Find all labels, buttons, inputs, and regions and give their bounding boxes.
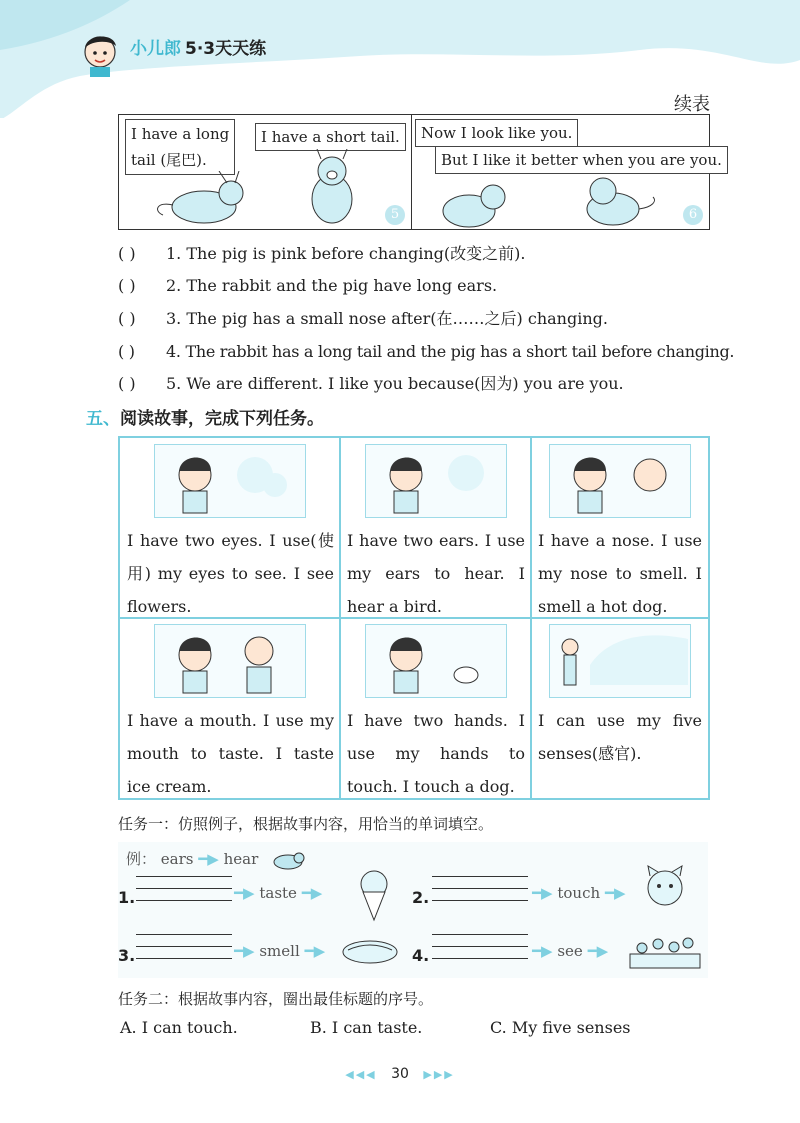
- verb-row: [532, 884, 626, 902]
- story-cell: [530, 437, 709, 619]
- item-number: 3.: [118, 946, 136, 965]
- panel-number: 6: [683, 205, 703, 225]
- question-text: 4. The rabbit has a long tail and the pig has a short tail before changing.: [166, 342, 735, 361]
- answer-paren[interactable]: ( ): [118, 342, 135, 361]
- item-number: 4.: [412, 946, 430, 965]
- rabbit-pig-illustration: [149, 171, 249, 227]
- girl-hands-picture: [365, 624, 507, 698]
- right-marks: ▶▶▶: [423, 1068, 455, 1081]
- arrow-icon: ━▶: [532, 942, 553, 960]
- option-b[interactable]: B. I can taste.: [310, 1018, 423, 1037]
- option-a[interactable]: A. I can touch.: [120, 1018, 238, 1037]
- question-text: 3. The pig has a small nose after(在……之后) changing.: [166, 309, 608, 328]
- girl-eyes-picture: [154, 444, 306, 518]
- answer-paren[interactable]: ( ): [118, 276, 136, 295]
- answer-blank[interactable]: [432, 876, 528, 877]
- verb-row: [532, 942, 608, 960]
- story-grid: [118, 436, 710, 800]
- speech-bubble-rabbit: [125, 119, 235, 175]
- task1-title: 任务一：仿照例子，根据故事内容，用恰当的单词填空。: [118, 815, 494, 833]
- answer-paren[interactable]: ( ): [118, 244, 136, 263]
- girl-mouth-picture: [154, 624, 306, 698]
- example-to: hear: [223, 850, 259, 868]
- page-number: 30: [391, 1066, 409, 1082]
- bubble-line: I have a long: [131, 125, 230, 143]
- brand-series: 5·3天天练: [185, 39, 267, 59]
- answer-blank[interactable]: [136, 888, 232, 889]
- flowers-icon: [628, 934, 702, 970]
- task1-fill-area: [118, 842, 708, 978]
- answer-blank[interactable]: [136, 876, 232, 877]
- girls-nature-picture: [549, 624, 691, 698]
- item-number: 1.: [118, 888, 136, 907]
- question-row: [118, 276, 497, 296]
- story-text: I have two hands. I use my hands to touch. I touch a dog.: [347, 711, 525, 796]
- continued-label: 续表: [674, 94, 710, 115]
- arrow-icon: ━▶: [301, 884, 323, 902]
- answer-blank[interactable]: [432, 888, 528, 889]
- story-cell: [119, 437, 341, 619]
- story-text: I have a mouth. I use my mouth to taste. I taste ice cream.: [127, 711, 334, 796]
- question-text: 2. The rabbit and the pig have long ears.: [166, 276, 498, 295]
- option-c[interactable]: C. My five senses: [490, 1018, 631, 1037]
- section-heading: 阅读故事，完成下列任务。: [120, 409, 324, 429]
- hot-dog-icon: [340, 936, 400, 966]
- answer-paren[interactable]: ( ): [118, 309, 136, 328]
- comic-panel-5: [119, 115, 412, 229]
- arrow-icon: ━▶: [532, 884, 553, 902]
- answer-blank[interactable]: [432, 946, 528, 947]
- verb-row: [234, 942, 325, 960]
- arrow-icon: ━▶: [234, 942, 255, 960]
- verb: smell: [259, 942, 300, 960]
- left-marks: ◀◀◀: [345, 1068, 377, 1081]
- answer-blank[interactable]: [432, 958, 528, 959]
- story-text: I have two ears. I use my ears to hear. I hear a bird.: [347, 531, 525, 616]
- question-row: [118, 342, 734, 362]
- arrow-icon: ━▶: [587, 942, 609, 960]
- page-footer: [0, 1066, 800, 1082]
- arrow-icon: ━▶: [198, 850, 219, 868]
- speech-bubble-rabbit: But I like it better when you are you.: [435, 146, 728, 174]
- story-cell: [530, 617, 709, 799]
- mascot-logo: [78, 30, 122, 78]
- speech-bubble-pig: I have a short tail.: [255, 123, 406, 151]
- rabbit-illustration: [573, 171, 663, 229]
- story-cell: [339, 617, 532, 799]
- answer-blank[interactable]: [136, 946, 232, 947]
- arrow-icon: ━▶: [234, 884, 255, 902]
- answer-blank[interactable]: [432, 900, 528, 901]
- answer-blank[interactable]: [136, 900, 232, 901]
- section-title: [86, 404, 324, 429]
- dog-icon: [640, 864, 690, 914]
- bubble-line: tail (尾巴).: [131, 151, 207, 169]
- comic-panel-6: [413, 115, 722, 229]
- verb-row: [234, 884, 322, 902]
- task2-title: 任务二：根据故事内容，圈出最佳标题的序号。: [118, 990, 434, 1008]
- arrow-icon: ━▶: [604, 884, 626, 902]
- panel-number: 5: [385, 205, 405, 225]
- verb: touch: [557, 884, 601, 902]
- brand-title: [130, 34, 266, 59]
- bird-icon: [263, 848, 313, 872]
- story-text: I have a nose. I use my nose to smell. I smell a hot dog.: [538, 531, 702, 616]
- answer-blank[interactable]: [136, 958, 232, 959]
- pig-illustration: [297, 149, 367, 227]
- section-number: 五、: [86, 409, 120, 429]
- answer-blank[interactable]: [136, 934, 232, 935]
- question-text: 1. The pig is pink before changing(改变之前).: [166, 244, 526, 263]
- story-cell: [119, 617, 341, 799]
- verb: see: [557, 942, 583, 960]
- brand-name: 小儿郎: [130, 39, 181, 59]
- question-row: [118, 244, 526, 264]
- answer-blank[interactable]: [432, 934, 528, 935]
- speech-bubble-pig: Now I look like you.: [415, 119, 578, 147]
- comic-strip: [118, 114, 722, 230]
- story-cell: [339, 437, 532, 619]
- item-number: 2.: [412, 888, 430, 907]
- arrow-icon: ━▶: [304, 942, 326, 960]
- pig-illustration: [435, 175, 515, 229]
- story-text: I can use my five senses(感官).: [538, 711, 702, 763]
- question-row: [118, 309, 608, 329]
- ice-cream-icon: [356, 866, 392, 922]
- girl-nose-picture: [549, 444, 691, 518]
- question-text: 5. We are different. I like you because(因为) you are you.: [166, 374, 624, 393]
- answer-paren[interactable]: ( ): [118, 374, 136, 393]
- example-row: [126, 848, 313, 872]
- story-text: I have two eyes. I use(使用) my eyes to see. I see flowers.: [127, 531, 334, 616]
- girl-ears-picture: [365, 444, 507, 518]
- example-label: 例：: [126, 850, 157, 868]
- example-from: ears: [160, 850, 194, 868]
- verb: taste: [259, 884, 297, 902]
- question-row: [118, 374, 624, 394]
